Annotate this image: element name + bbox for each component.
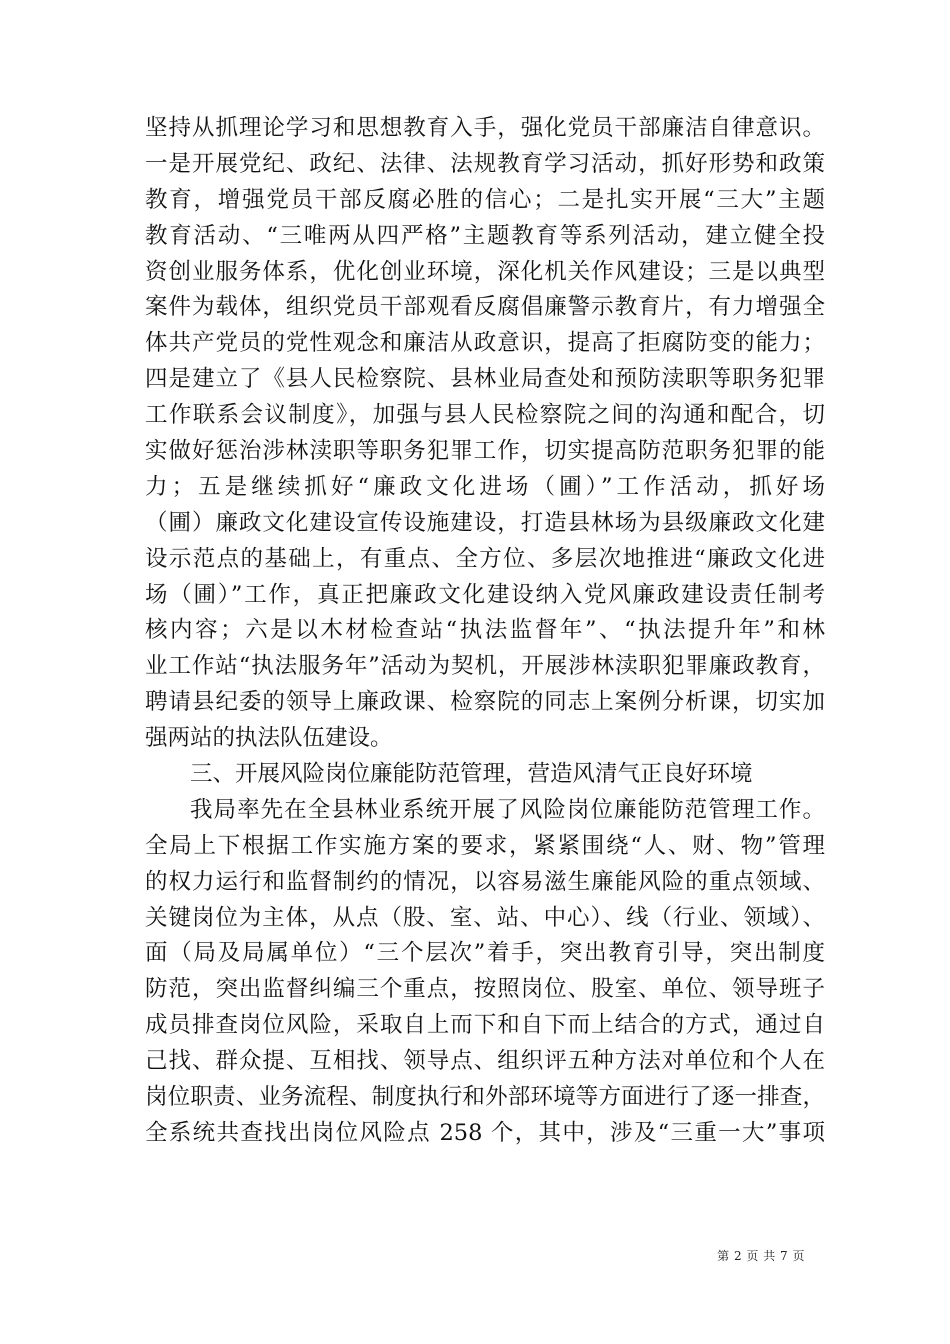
text-line: 教育，增强党员干部反腐必胜的信心；二是扎实开展“三大”主题: [145, 186, 825, 213]
text-line: 力；五是继续抓好“廉政文化进场（圃）”工作活动，抓好场: [145, 473, 825, 500]
text-line: 强两站的执法队伍建设。: [145, 725, 393, 752]
text-line: 实做好惩治涉林渎职等职务犯罪工作，切实提高防范职务犯罪的能: [145, 438, 825, 465]
text-line: 防范，突出监督纠编三个重点，按照岗位、股室、单位、领导班子: [145, 976, 825, 1003]
text-line: 案件为载体，组织党员干部观看反腐倡廉警示教育片，有力增强全: [145, 294, 825, 321]
text-line: 设示范点的基础上，有重点、全方位、多层次地推进“廉政文化进: [145, 545, 825, 572]
text-line: 四是建立了《县人民检察院、县林业局查处和预防渎职等职务犯罪: [145, 366, 825, 393]
text-line: （圃）廉政文化建设宣传设施建设，打造县林场为县级廉政文化建: [145, 509, 825, 536]
text-line: 全局上下根据工作实施方案的要求，紧紧围绕“人、财、物”管理: [145, 832, 825, 859]
text-line: 一是开展党纪、政纪、法律、法规教育学习活动，抓好形势和政策: [145, 150, 825, 177]
text-line: 资创业服务体系，优化创业环境，深化机关作风建设；三是以典型: [145, 258, 825, 285]
text-line: 岗位职责、业务流程、制度执行和外部环境等方面进行了逐一排查，: [145, 1084, 825, 1111]
body-text: [145, 111, 825, 1152]
text-line: 全系统共查找出岗位风险点 258 个，其中，涉及“三重一大”事项: [145, 1119, 825, 1146]
text-line: 坚持从抓理论学习和思想教育入手，强化党员干部廉洁自律意识。: [145, 115, 825, 141]
text-line: 己找、群众提、互相找、领导点、组织评五种方法对单位和个人在: [145, 1048, 825, 1075]
text-line: 体共产党员的党性观念和廉洁从政意识，提高了拒腐防变的能力；: [145, 330, 825, 357]
text-line: 核内容；六是以木材检查站“执法监督年”、“执法提升年”和林: [145, 617, 825, 644]
text-line: 关键岗位为主体，从点（股、室、站、中心）、线（行业、领域）、: [145, 904, 825, 931]
text-line: 面（局及局属单位）“三个层次”着手，突出教育引导，突出制度: [145, 940, 825, 967]
text-line: 的权力运行和监督制约的情况，以容易滋生廉能风险的重点领域、: [145, 868, 825, 895]
text-line: 教育活动、“三唯两从四严格”主题教育等系列活动，建立健全投: [145, 222, 825, 249]
text-line: 聘请县纪委的领导上廉政课、检察院的同志上案例分析课，切实加: [145, 689, 825, 716]
section-heading: 三、开展风险岗位廉能防范管理，营造风清气正良好环境: [190, 761, 753, 788]
text-line: 工作联系会议制度》，加强与县人民检察院之间的沟通和配合，切: [145, 402, 825, 429]
text-line: 场（圃）”工作，真正把廉政文化建设纳入党风廉政建设责任制考: [145, 581, 825, 608]
text-line: 业工作站“执法服务年”活动为契机，开展涉林渎职犯罪廉政教育，: [145, 653, 825, 680]
text-line: 成员排查岗位风险，采取自上而下和自下而上结合的方式，通过自: [145, 1012, 825, 1039]
page-number: 第 2 页 共 7 页: [717, 1249, 805, 1263]
text-line: 我局率先在全县林业系统开展了风险岗位廉能防范管理工作。: [190, 796, 825, 823]
